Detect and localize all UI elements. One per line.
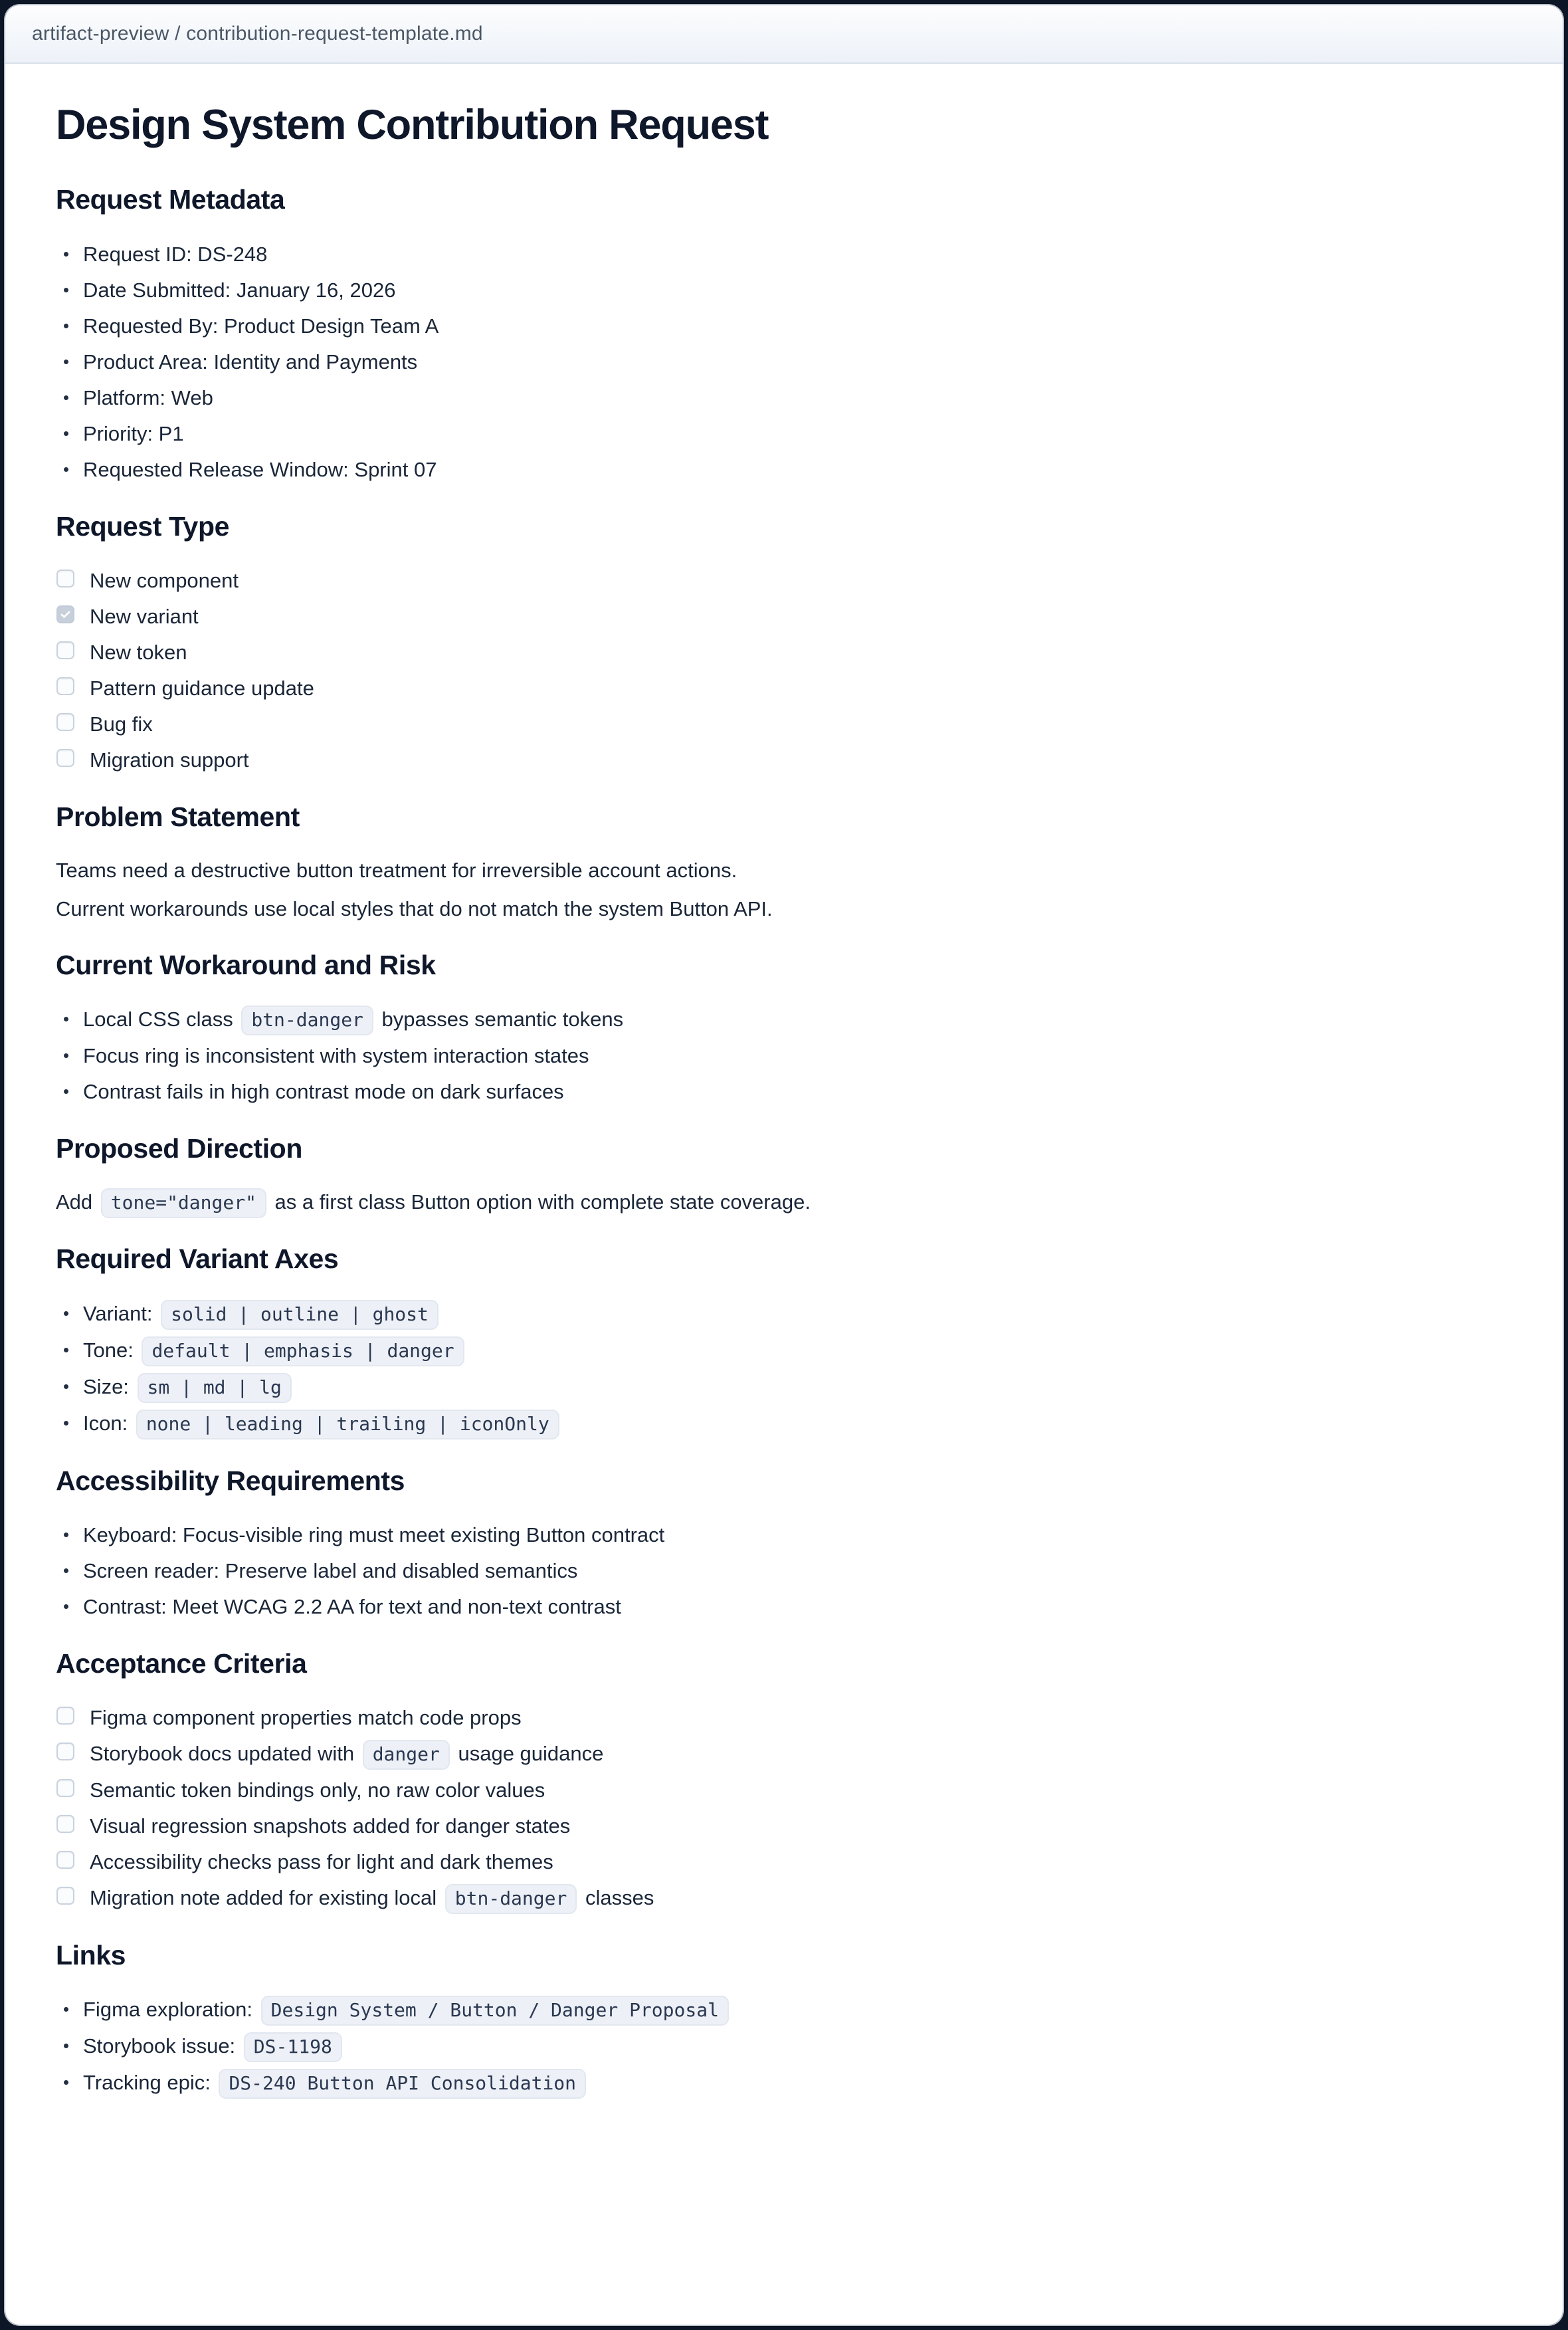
task-list bbox=[56, 566, 1512, 776]
task-label: Accessibility checks pass for light and dark themes bbox=[90, 1850, 553, 1873]
list-item: Contrast fails in high contrast mode on dark surfaces bbox=[56, 1077, 1512, 1107]
inline-code: sm | md | lg bbox=[138, 1373, 292, 1403]
inline-code: btn-danger bbox=[445, 1884, 577, 1914]
section-heading: Links bbox=[56, 1939, 126, 1970]
task-label: New component bbox=[90, 568, 239, 592]
task-label: Migration note added for existing local btn-danger classes bbox=[90, 1886, 654, 1909]
artifact-preview-window bbox=[5, 5, 1563, 2325]
list-item: Keyboard: Focus-visible ring must meet existing Button contract bbox=[56, 1520, 1512, 1550]
section-heading: Request Type bbox=[56, 510, 229, 542]
section-heading: Proposed Direction bbox=[56, 1133, 302, 1164]
inline-code: Design System / Button / Danger Proposal bbox=[261, 1996, 729, 2026]
task-item bbox=[56, 601, 1512, 632]
list-item: Screen reader: Preserve label and disabled semantics bbox=[56, 1556, 1512, 1586]
section-heading: Request Metadata bbox=[56, 184, 285, 215]
paragraph: Current workarounds use local styles that do not match the system Button API. bbox=[56, 897, 773, 920]
paragraph: Teams need a destructive button treatment for irreversible account actions. bbox=[56, 859, 737, 882]
inline-code: tone="danger" bbox=[101, 1188, 266, 1218]
section-heading: Acceptance Criteria bbox=[56, 1647, 307, 1679]
task-list bbox=[56, 1703, 1512, 1914]
task-checkbox[interactable] bbox=[56, 749, 74, 767]
bullet-list bbox=[56, 1994, 1512, 2099]
list-item: Request ID: DS-248 bbox=[56, 239, 1512, 270]
task-item bbox=[56, 709, 1512, 740]
task-checkbox[interactable] bbox=[56, 570, 74, 587]
task-label: Pattern guidance update bbox=[90, 676, 314, 700]
list-item: Date Submitted: January 16, 2026 bbox=[56, 275, 1512, 306]
list-item: Tone: default | emphasis | danger bbox=[56, 1335, 1512, 1366]
task-checkbox[interactable] bbox=[56, 1815, 74, 1833]
bullet-list bbox=[56, 1520, 1512, 1622]
inline-code: default | emphasis | danger bbox=[142, 1336, 464, 1366]
task-item bbox=[56, 745, 1512, 776]
task-item bbox=[56, 673, 1512, 704]
section-heading: Accessibility Requirements bbox=[56, 1465, 405, 1496]
list-item: Product Area: Identity and Payments bbox=[56, 347, 1512, 377]
inline-code: danger bbox=[363, 1740, 450, 1770]
task-checkbox[interactable] bbox=[56, 713, 74, 731]
list-item: Local CSS class btn-danger bypasses semantic tokens bbox=[56, 1004, 1512, 1035]
list-item: Size: sm | md | lg bbox=[56, 1372, 1512, 1403]
task-item bbox=[56, 1847, 1512, 1877]
task-item bbox=[56, 1883, 1512, 1914]
task-item bbox=[56, 637, 1512, 668]
inline-code: solid | outline | ghost bbox=[161, 1300, 439, 1330]
task-item bbox=[56, 1811, 1512, 1842]
task-label: New token bbox=[90, 640, 187, 664]
section-heading: Problem Statement bbox=[56, 801, 300, 832]
list-item: Requested By: Product Design Team A bbox=[56, 311, 1512, 342]
bullet-list bbox=[56, 1299, 1512, 1439]
task-label: Migration support bbox=[90, 748, 249, 772]
list-item: Storybook issue: DS-1198 bbox=[56, 2031, 1512, 2062]
task-item bbox=[56, 566, 1512, 596]
paragraph: Add tone="danger" as a first class Button option with complete state coverage. bbox=[56, 1188, 1512, 1218]
task-label: New variant bbox=[90, 604, 199, 628]
section-heading: Current Workaround and Risk bbox=[56, 950, 436, 980]
document-body bbox=[56, 183, 1512, 2099]
task-checkbox[interactable] bbox=[56, 605, 74, 623]
list-item: Figma exploration: Design System / Button / Danger Proposal bbox=[56, 1994, 1512, 2026]
breadcrumb: artifact-preview / contribution-request-template.md bbox=[32, 23, 483, 45]
inline-code: btn-danger bbox=[241, 1006, 373, 1035]
task-item bbox=[56, 1739, 1512, 1770]
inline-code: DS-240 Button API Consolidation bbox=[219, 2069, 586, 2099]
task-label: Storybook docs updated with danger usage guidance bbox=[90, 1742, 603, 1765]
task-label: Semantic token bindings only, no raw color values bbox=[90, 1778, 545, 1802]
list-item: Focus ring is inconsistent with system interaction states bbox=[56, 1041, 1512, 1071]
task-checkbox[interactable] bbox=[56, 641, 74, 659]
inline-code: DS-1198 bbox=[244, 2032, 342, 2062]
task-checkbox[interactable] bbox=[56, 1887, 74, 1905]
task-checkbox[interactable] bbox=[56, 1743, 74, 1760]
list-item: Icon: none | leading | trailing | iconOnly bbox=[56, 1408, 1512, 1439]
task-item bbox=[56, 1775, 1512, 1806]
task-checkbox[interactable] bbox=[56, 677, 74, 695]
preview-header bbox=[5, 5, 1563, 64]
section-heading: Required Variant Axes bbox=[56, 1243, 339, 1275]
list-item: Tracking epic: DS-240 Button API Consolidation bbox=[56, 2067, 1512, 2099]
task-label: Visual regression snapshots added for danger states bbox=[90, 1814, 571, 1838]
task-item bbox=[56, 1703, 1512, 1733]
task-label: Figma component properties match code props bbox=[90, 1705, 522, 1729]
bullet-list bbox=[56, 1004, 1512, 1107]
list-item: Platform: Web bbox=[56, 383, 1512, 413]
markdown-preview bbox=[5, 64, 1563, 2176]
task-label: Bug fix bbox=[90, 712, 153, 736]
task-checkbox[interactable] bbox=[56, 1779, 74, 1797]
list-item: Variant: solid | outline | ghost bbox=[56, 1299, 1512, 1330]
inline-code: none | leading | trailing | iconOnly bbox=[136, 1410, 559, 1439]
bullet-list bbox=[56, 239, 1512, 485]
task-checkbox[interactable] bbox=[56, 1851, 74, 1869]
list-item: Contrast: Meet WCAG 2.2 AA for text and non-text contrast bbox=[56, 1592, 1512, 1622]
list-item: Priority: P1 bbox=[56, 419, 1512, 449]
list-item: Requested Release Window: Sprint 07 bbox=[56, 455, 1512, 485]
task-checkbox[interactable] bbox=[56, 1707, 74, 1725]
document-title: Design System Contribution Request bbox=[56, 102, 769, 148]
